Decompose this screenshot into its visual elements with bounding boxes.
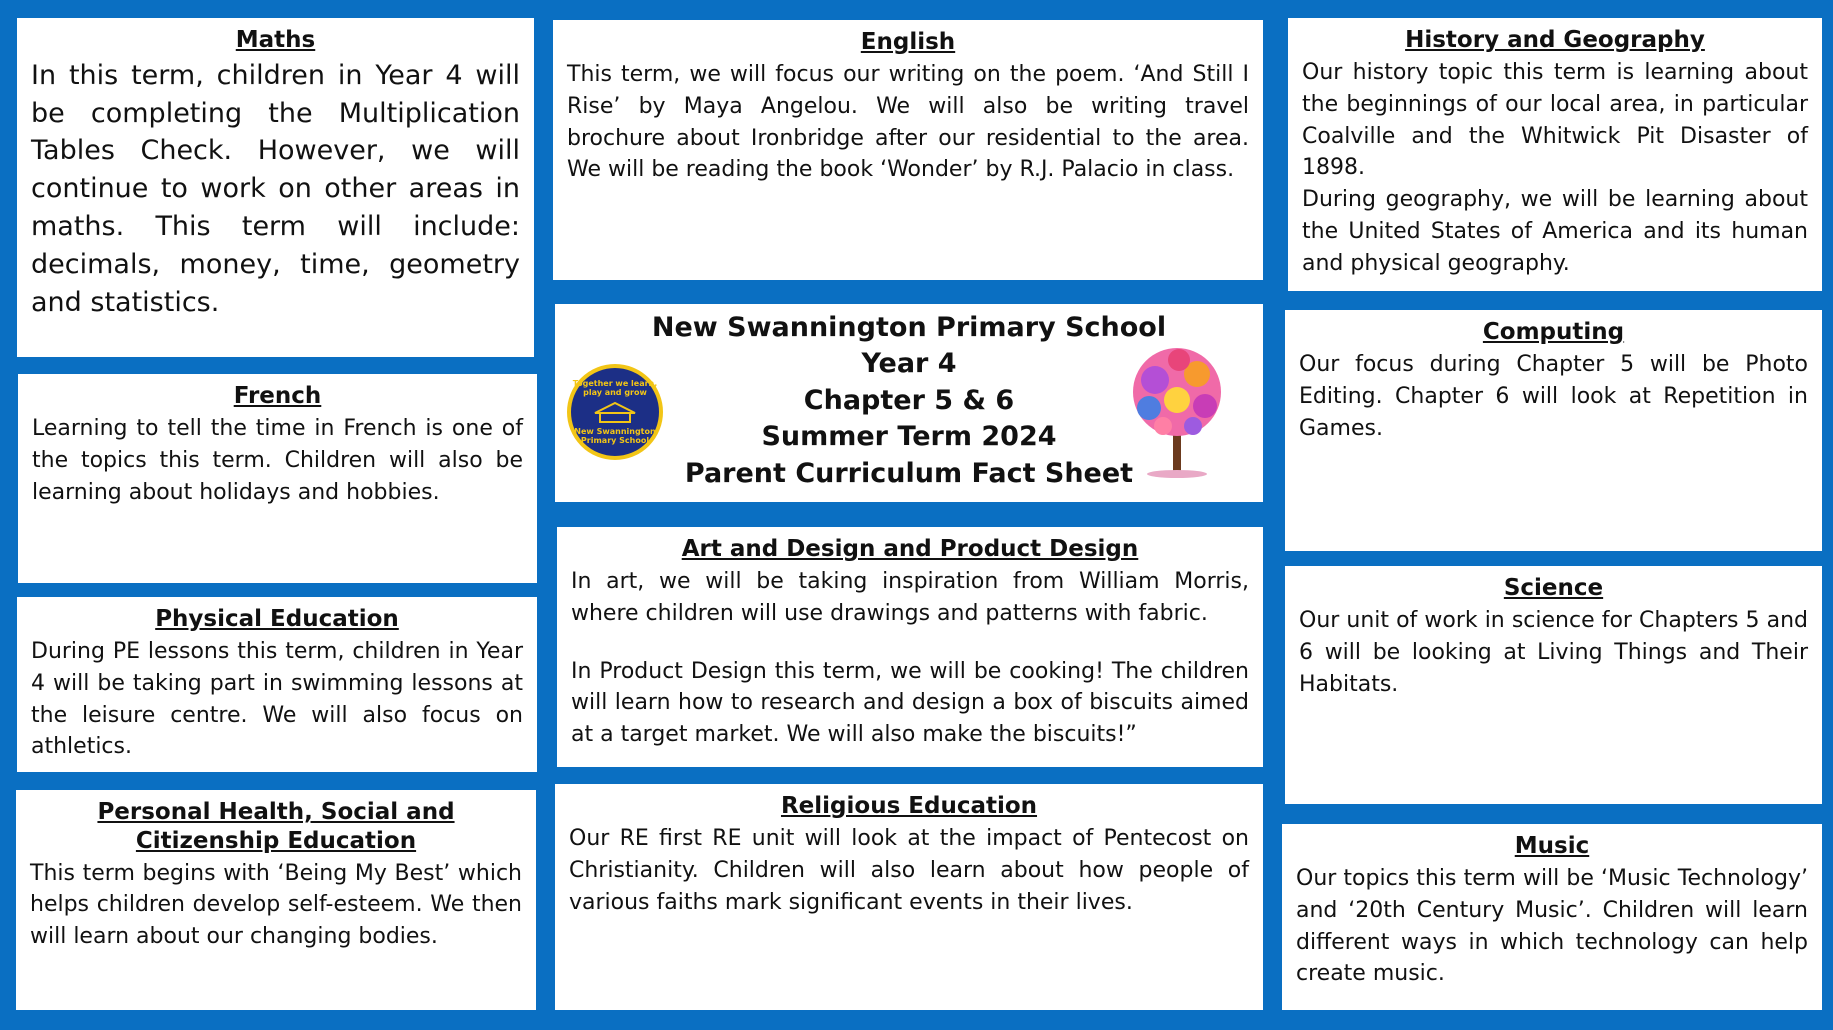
logo-school-name: New Swannington Primary School [574,427,656,445]
pshce-title: Personal Health, Social and Citizenship Education [97,799,455,854]
tree-icon [1121,340,1233,482]
computing-title: Computing [1482,319,1625,345]
pe-title: Physical Education [155,606,399,632]
french-title: French [233,383,322,409]
science-title: Science [1503,575,1604,601]
history-title: History and Geography [1405,27,1705,53]
chapters: Chapter 5 & 6 [803,384,1015,416]
art-panel [557,527,1263,767]
school-logo [567,364,663,460]
logo-motto: Together we learn, play and grow [572,379,658,397]
maths-panel [17,18,534,357]
re-panel [555,784,1263,1010]
geography-body: During geography, we will be learning about the United States of America and its human and physical geography. [1302,187,1808,277]
pshce-panel [16,790,536,1010]
science-panel [1285,566,1822,804]
school-house-icon [592,401,638,423]
maths-title: Maths [235,27,316,53]
sheet-title: Parent Curriculum Fact Sheet [684,457,1134,489]
term: Summer Term 2024 [761,421,1057,453]
pe-body: During PE lessons this term, children in Year 4 will be taking part in swimming lessons at the leisure centre. We will also focus on athletics. [31,638,523,760]
music-body: Our topics this term will be ‘Music Technology’ and ‘20th Century Music’. Children will learn different ways in which technology can help create music. [1296,865,1808,987]
school-name: New Swannington Primary School [651,312,1167,343]
re-title: Religious Education [780,793,1038,819]
french-panel [18,374,537,583]
pshce-body: This term begins with ‘Being My Best’ which helps children develop self-esteem. We then will learn about our changing bodies. [30,860,522,950]
header-panel [555,304,1263,502]
pe-panel [17,597,537,772]
maths-body: In this term, children in Year 4 will be completing the Multiplication Tables Check. However, we will continue to work on other areas in maths. This term will include: decimals, money, time, geometry and statistics. [31,59,520,318]
art-body-product-design: In Product Design this term, we will be cooking! The children will learn how to research and design a box of biscuits aimed at a target market. We will also make the biscuits!” [571,658,1249,748]
re-body: Our RE first RE unit will look at the impact of Pentecost on Christianity. Children will also learn about how people of various faiths mark significant events in their lives. [569,825,1249,915]
music-title: Music [1514,833,1590,859]
computing-panel [1285,310,1822,551]
music-panel [1282,824,1822,1010]
art-body-art: In art, we will be taking inspiration from William Morris, where children will use drawings and patterns with fabric. [571,568,1249,626]
english-body: This term, we will focus our writing on the poem. ‘And Still I Rise’ by Maya Angelou. We will also be writing travel brochure about Ironbridge after our residential to the area. We will be reading the book ‘Wonder’ by R.J. Palacio in class. [567,61,1249,183]
english-title: English [860,29,956,55]
year-group: Year 4 [861,348,957,380]
french-body: Learning to tell the time in French is one of the topics this term. Children will also be learning about holidays and hobbies. [32,415,523,505]
history-body: Our history topic this term is learning about the beginnings of our local area, in particular Coalville and the Whitwick Pit Disaster of 1898. [1302,59,1808,181]
english-panel [553,20,1263,280]
computing-body: Our focus during Chapter 5 will be Photo Editing. Chapter 6 will look at Repetition in Games. [1299,351,1808,441]
art-title: Art and Design and Product Design [681,536,1139,562]
science-body: Our unit of work in science for Chapters 5 and 6 will be looking at Living Things and Their Habitats. [1299,607,1808,697]
history-geography-panel [1288,18,1822,291]
